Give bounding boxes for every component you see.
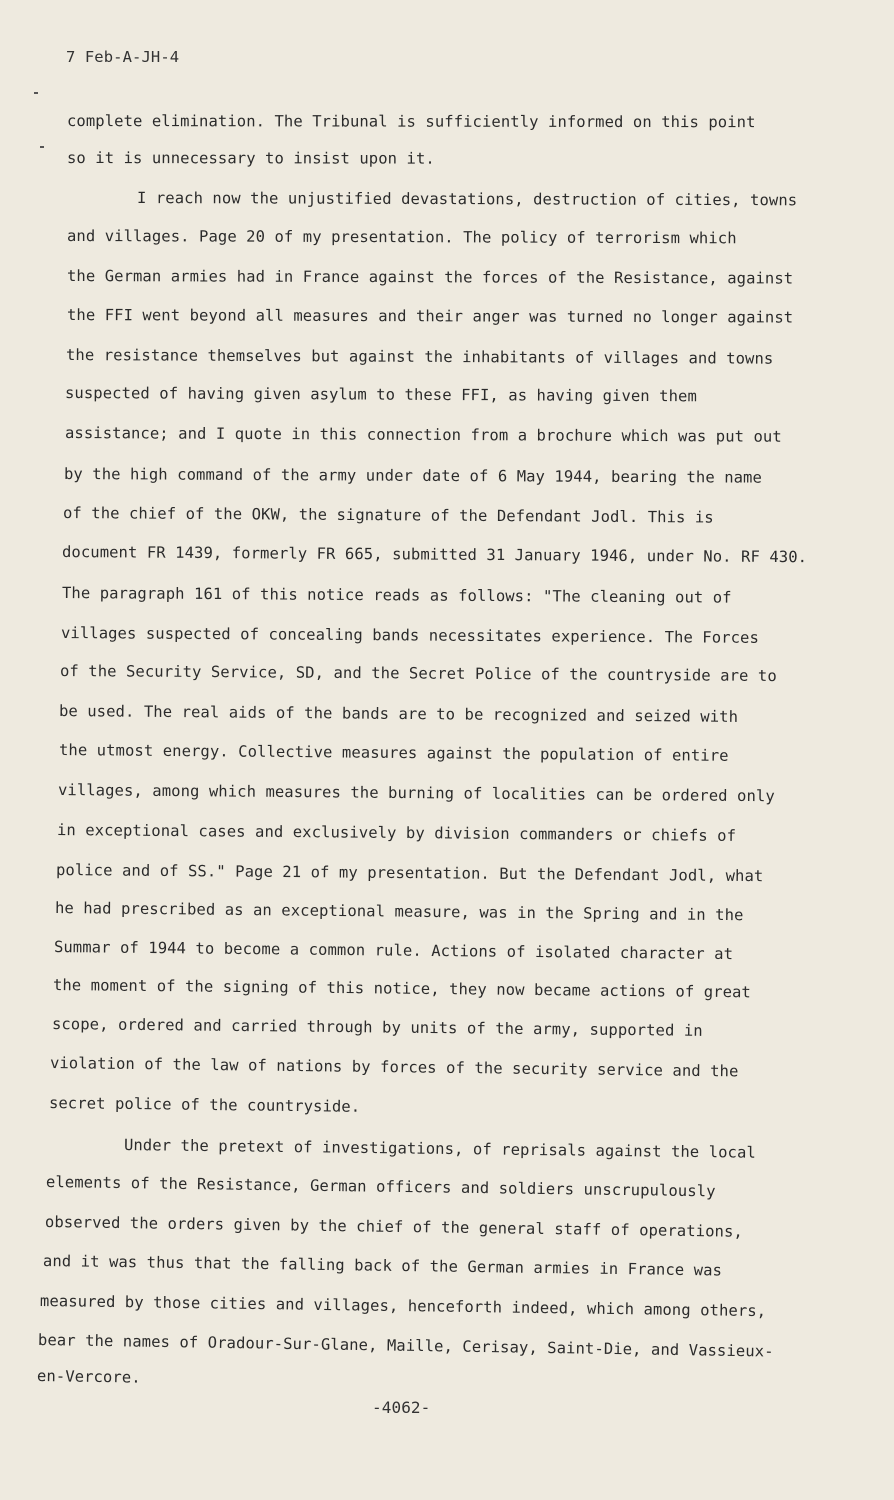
margin-mark bbox=[40, 146, 44, 148]
text-line: elements of the Resistance, German officers and soldiers unscrupulously bbox=[45, 1173, 716, 1201]
text-line: and villages. Page 20 of my presentation. The policy of terrorism which bbox=[66, 227, 737, 248]
text-line: violation of the law of nations by forces of the security service and the bbox=[49, 1054, 739, 1081]
text-line: complete elimination. The Tribunal is sufficiently informed on this point bbox=[66, 112, 756, 132]
page-number: -4062- bbox=[372, 1398, 431, 1417]
text-line: measured by those cities and villages, henceforth indeed, which among others, bbox=[39, 1292, 767, 1321]
text-line: assistance; and I quote in this connection from a brochure which was put out bbox=[64, 424, 782, 446]
page-header-code: 7 Feb-A-JH-4 bbox=[66, 48, 180, 66]
text-line: observed the orders given by the chief of the general staff of operations, bbox=[44, 1213, 744, 1241]
margin-mark bbox=[34, 92, 38, 94]
text-line: of the chief of the OKW, the signature of the Defendant Jodl. This is bbox=[62, 504, 714, 527]
text-line: document FR 1439, formerly FR 665, submitted 31 January 1946, under No. RF 430. bbox=[61, 543, 808, 567]
text-line: villages, among which measures the burning of localities can be ordered only bbox=[57, 781, 775, 806]
text-line: suspected of having given asylum to these FFI, as having given them bbox=[64, 384, 697, 406]
text-line: bear the names of Oradour-Sur-Glane, Maille, Cerisay, Saint-Die, and Vassieux- bbox=[37, 1331, 774, 1361]
text-line: in exceptional cases and exclusively by division commanders or chiefs of bbox=[56, 821, 737, 845]
text-line: Summar of 1944 to become a common rule. Actions of isolated character at bbox=[53, 938, 734, 964]
text-line: the German armies had in France against the forces of the Resistance, against bbox=[66, 267, 794, 288]
text-line: the utmost energy. Collective measures against the population of entire bbox=[58, 741, 729, 765]
text-line: of the Security Service, SD, and the Secret Police of the countryside are to bbox=[59, 662, 777, 686]
text-line: the FFI went beyond all measures and their anger was turned no longer against bbox=[66, 306, 794, 327]
text-line: The paragraph 161 of this notice reads as follows: "The cleaning out of bbox=[61, 584, 732, 607]
text-line: villages suspected of concealing bands necessitates experience. The Forces bbox=[60, 624, 759, 647]
text-line: he had prescribed as an exceptional measure, was in the Spring and in the bbox=[54, 899, 744, 925]
text-line: be used. The real aids of the bands are to be recognized and seized with bbox=[58, 702, 739, 726]
text-line: the moment of the signing of this notice, they now became actions of great bbox=[52, 976, 752, 1002]
text-line: police and of SS." Page 21 of my presentation. But the Defendant Jodl, what bbox=[55, 861, 764, 886]
text-line: secret police of the countryside. bbox=[48, 1094, 361, 1116]
text-line: Under the pretext of investigations, of reprisals against the local bbox=[123, 1136, 757, 1162]
text-line: and it was thus that the falling back of the German armies in France was bbox=[42, 1252, 723, 1280]
text-line: en-Vercore. bbox=[36, 1367, 141, 1387]
text-line: the resistance themselves but against the inhabitants of villages and towns bbox=[65, 346, 774, 368]
text-line: so it is unnecessary to insist upon it. bbox=[66, 149, 435, 168]
text-line: I reach now the unjustified devastations, destruction of cities, towns bbox=[136, 189, 798, 210]
text-line: scope, ordered and carried through by units of the army, supported in bbox=[51, 1015, 703, 1040]
text-line: by the high command of the army under date of 6 May 1944, bearing the name bbox=[63, 465, 762, 487]
